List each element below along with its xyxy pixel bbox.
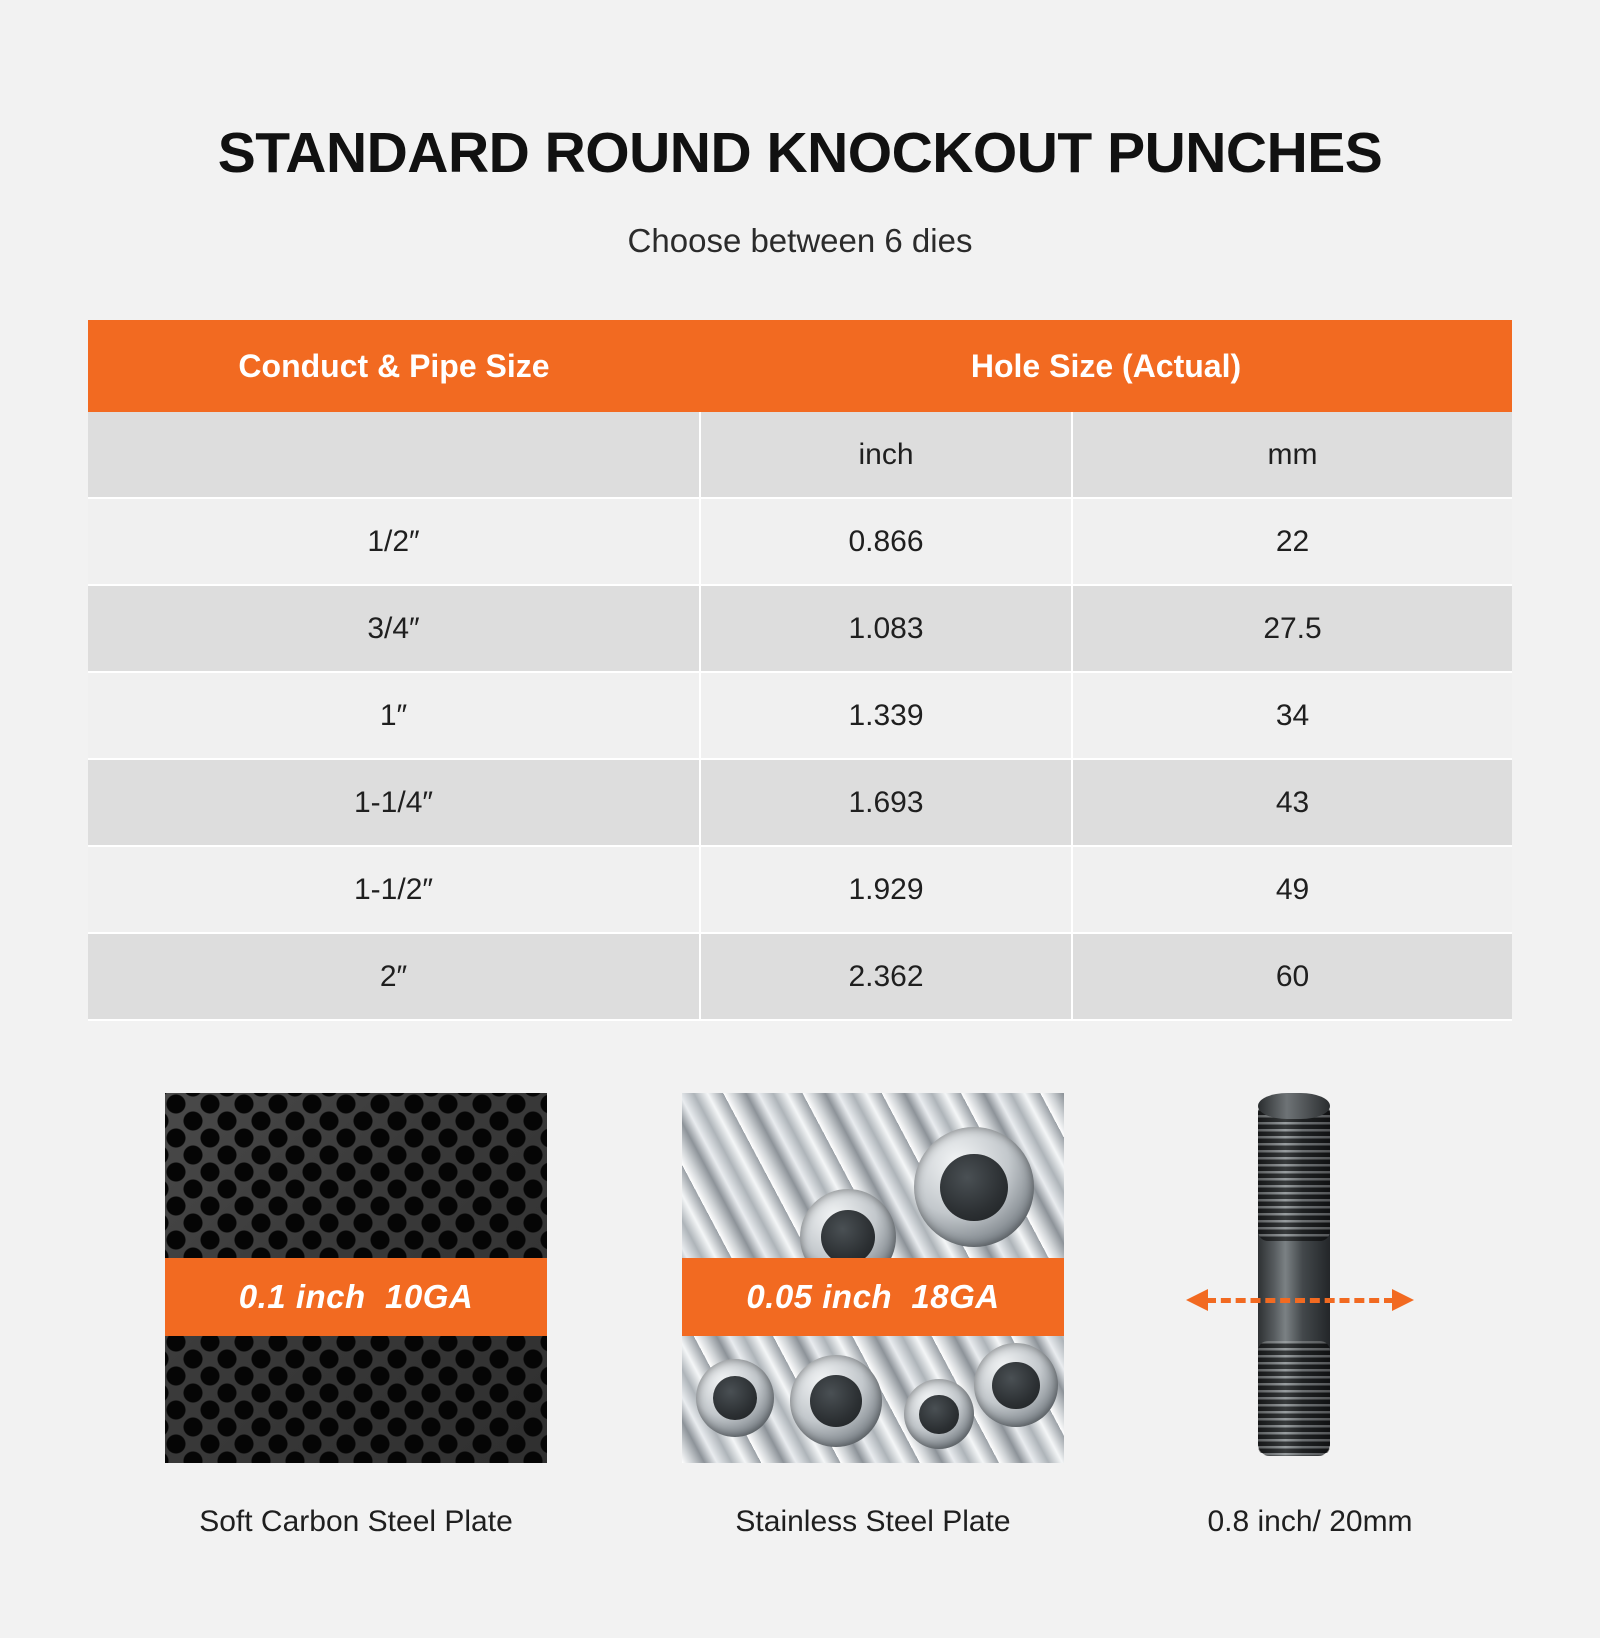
panel-soft-carbon-steel (165, 1093, 547, 1539)
cell-size: 1-1/4″ (88, 759, 700, 846)
cell-mm: 34 (1072, 672, 1512, 759)
unit-mm: mm (1072, 412, 1512, 498)
cell-mm: 27.5 (1072, 585, 1512, 672)
cell-mm: 43 (1072, 759, 1512, 846)
cell-size: 3/4″ (88, 585, 700, 672)
spec-table (88, 320, 1512, 1021)
tube-shape (974, 1343, 1058, 1427)
cell-mm: 49 (1072, 846, 1512, 933)
unit-blank (88, 412, 700, 498)
cell-size: 1-1/2″ (88, 846, 700, 933)
cell-mm: 22 (1072, 498, 1512, 585)
punch-stud-image (1140, 1093, 1480, 1463)
arrow-head-right-icon (1392, 1289, 1414, 1311)
thread-bottom (1258, 1341, 1330, 1456)
table-row (88, 933, 1512, 1020)
spec-table-wrapper (88, 320, 1512, 1021)
panel-caption: Stainless Steel Plate (735, 1505, 1011, 1539)
panel-caption: Soft Carbon Steel Plate (199, 1505, 513, 1539)
table-unit-row (88, 412, 1512, 498)
table-row (88, 585, 1512, 672)
panel-punch-length (1140, 1093, 1480, 1539)
header-conduct-pipe-size: Conduct & Pipe Size (88, 320, 700, 412)
dimension-arrow-icon (1186, 1289, 1414, 1311)
table-header-row (88, 320, 1512, 412)
cell-inch: 1.083 (700, 585, 1072, 672)
thread-top (1258, 1101, 1330, 1241)
unit-inch: inch (700, 412, 1072, 498)
table-row (88, 672, 1512, 759)
cell-size: 1″ (88, 672, 700, 759)
cell-inch: 1.339 (700, 672, 1072, 759)
table-row (88, 846, 1512, 933)
tube-shape (790, 1355, 882, 1447)
tube-shape (696, 1359, 774, 1437)
carbon-steel-plate-image (165, 1093, 547, 1463)
cell-inch: 2.362 (700, 933, 1072, 1020)
page-subtitle: Choose between 6 dies (627, 222, 973, 260)
arrow-head-left-icon (1186, 1289, 1208, 1311)
header-hole-size: Hole Size (Actual) (700, 320, 1512, 412)
arrow-line (1206, 1298, 1394, 1303)
stainless-steel-plate-image (682, 1093, 1064, 1463)
table-row (88, 498, 1512, 585)
thickness-badge: 0.1 inch 10GA (165, 1258, 547, 1336)
page-title: STANDARD ROUND KNOCKOUT PUNCHES (217, 121, 1383, 186)
tube-shape (914, 1127, 1034, 1247)
table-row (88, 759, 1512, 846)
panel-stainless-steel (682, 1093, 1064, 1539)
thickness-badge: 0.05 inch 18GA (682, 1258, 1064, 1336)
material-panels (0, 1093, 1600, 1593)
cell-mm: 60 (1072, 933, 1512, 1020)
panel-caption: 0.8 inch/ 20mm (1207, 1505, 1413, 1539)
tube-shape (904, 1379, 974, 1449)
cell-inch: 0.866 (700, 498, 1072, 585)
stud-cap (1258, 1093, 1330, 1119)
infographic-page (0, 38, 1600, 1638)
cell-size: 2″ (88, 933, 700, 1020)
cell-inch: 1.929 (700, 846, 1072, 933)
cell-size: 1/2″ (88, 498, 700, 585)
cell-inch: 1.693 (700, 759, 1072, 846)
